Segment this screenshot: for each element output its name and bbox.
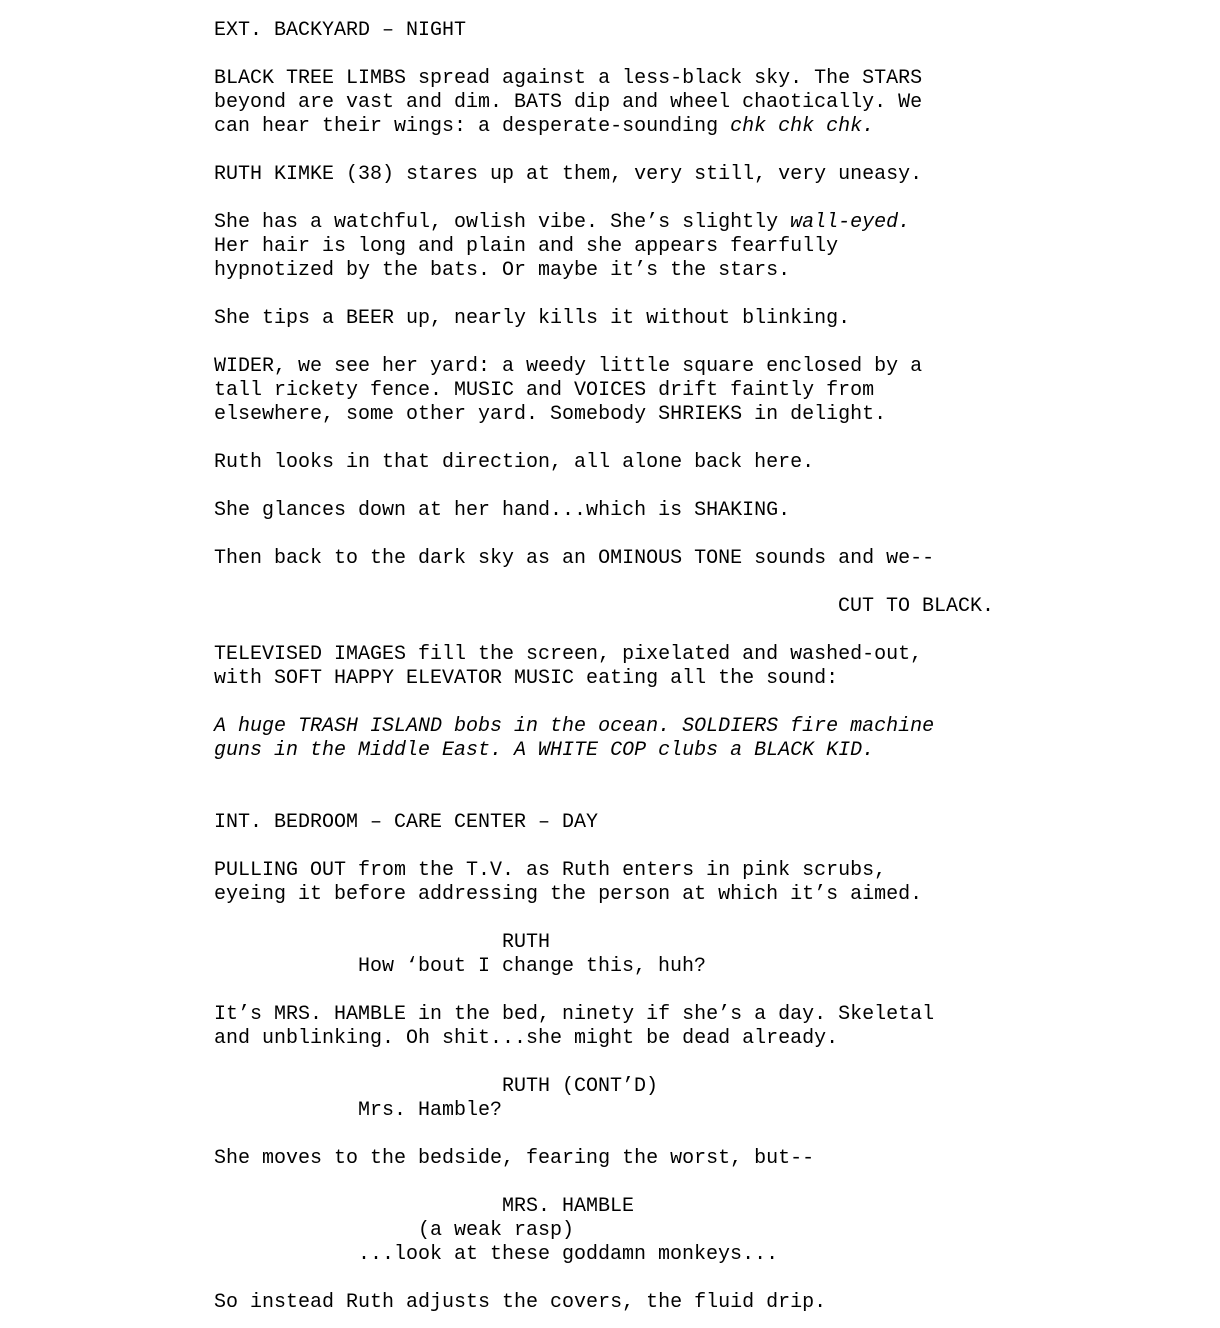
action-hand-shaking: She glances down at her hand...which is SHAKING. <box>214 499 791 522</box>
action-line: TELEVISED IMAGES fill the screen, pixelated and washed-out, <box>214 643 923 666</box>
action-line: hypnotized by the bats. Or maybe it’s the stars. <box>214 259 791 282</box>
action-line: eyeing it before addressing the person at which it’s aimed. <box>214 883 923 906</box>
dialogue-block-ruth-cont <box>214 1075 1094 1123</box>
action-line: beyond are vast and dim. BATS dip and wheel chaotically. We <box>214 91 923 114</box>
action-pulling-out <box>214 859 1094 907</box>
dialogue-line: ...look at these goddamn monkeys... <box>358 1243 779 1266</box>
action-bat-sky <box>214 67 1094 139</box>
dialogue-block-ruth <box>214 931 1094 979</box>
action-line: PULLING OUT from the T.V. as Ruth enters in pink scrubs, <box>214 859 887 882</box>
action-line <box>214 211 1094 235</box>
character-name: RUTH (CONT’D) <box>502 1075 659 1098</box>
action-line: tall rickety fence. MUSIC and VOICES drift faintly from <box>214 379 875 402</box>
action-mrs-hamble <box>214 1003 1094 1051</box>
action-line: It’s MRS. HAMBLE in the bed, ninety if she’s a day. Skeletal <box>214 1003 935 1026</box>
action-line: elsewhere, some other yard. Somebody SHRIEKS in delight. <box>214 403 887 426</box>
transition-cut-to-black: CUT TO BLACK. <box>838 595 995 618</box>
action-beer: She tips a BEER up, nearly kills it without blinking. <box>214 307 851 330</box>
action-bedside: She moves to the bedside, fearing the worst, but-- <box>214 1147 815 1170</box>
action-yard <box>214 355 1094 427</box>
dialogue-block-mrs-hamble <box>214 1195 1094 1267</box>
action-tv-montage <box>214 715 1094 763</box>
action-ruth-description <box>214 211 1094 283</box>
action-text: She has a watchful, owlish vibe. She’s slightly <box>214 211 791 234</box>
action-line: BLACK TREE LIMBS spread against a less-black sky. The STARS <box>214 67 923 90</box>
action-line: with SOFT HAPPY ELEVATOR MUSIC eating all the sound: <box>214 667 839 690</box>
character-name: RUTH <box>502 931 551 954</box>
character-name: MRS. HAMBLE <box>502 1195 635 1218</box>
action-line: A huge TRASH ISLAND bobs in the ocean. SOLDIERS fire machine <box>214 715 935 738</box>
action-text: can hear their wings: a desperate-sounding <box>214 115 731 138</box>
action-line <box>214 115 1094 139</box>
scene-heading-bedroom: INT. BEDROOM – CARE CENTER – DAY <box>214 811 599 834</box>
action-line: Her hair is long and plain and she appears fearfully <box>214 235 839 258</box>
action-ominous-tone: Then back to the dark sky as an OMINOUS TONE sounds and we-- <box>214 547 935 570</box>
action-line: guns in the Middle East. A WHITE COP clubs a BLACK KID. <box>214 739 875 762</box>
action-covers: So instead Ruth adjusts the covers, the fluid drip. <box>214 1291 827 1314</box>
action-looks: Ruth looks in that direction, all alone back here. <box>214 451 815 474</box>
scene-heading-backyard: EXT. BACKYARD – NIGHT <box>214 19 467 42</box>
dialogue-line: Mrs. Hamble? <box>358 1099 503 1122</box>
dialogue-line: How ‘bout I change this, huh? <box>358 955 707 978</box>
action-line: WIDER, we see her yard: a weedy little square enclosed by a <box>214 355 923 378</box>
parenthetical: (a weak rasp) <box>418 1219 575 1242</box>
action-ruth-intro: RUTH KIMKE (38) stares up at them, very still, very uneasy. <box>214 163 923 186</box>
action-line: and unblinking. Oh shit...she might be dead already. <box>214 1027 839 1050</box>
action-italic-text: wall-eyed. <box>790 211 911 234</box>
action-televised-images <box>214 643 1094 691</box>
screenplay-page <box>214 19 1094 1315</box>
action-italic-text: chk chk chk. <box>730 115 875 138</box>
